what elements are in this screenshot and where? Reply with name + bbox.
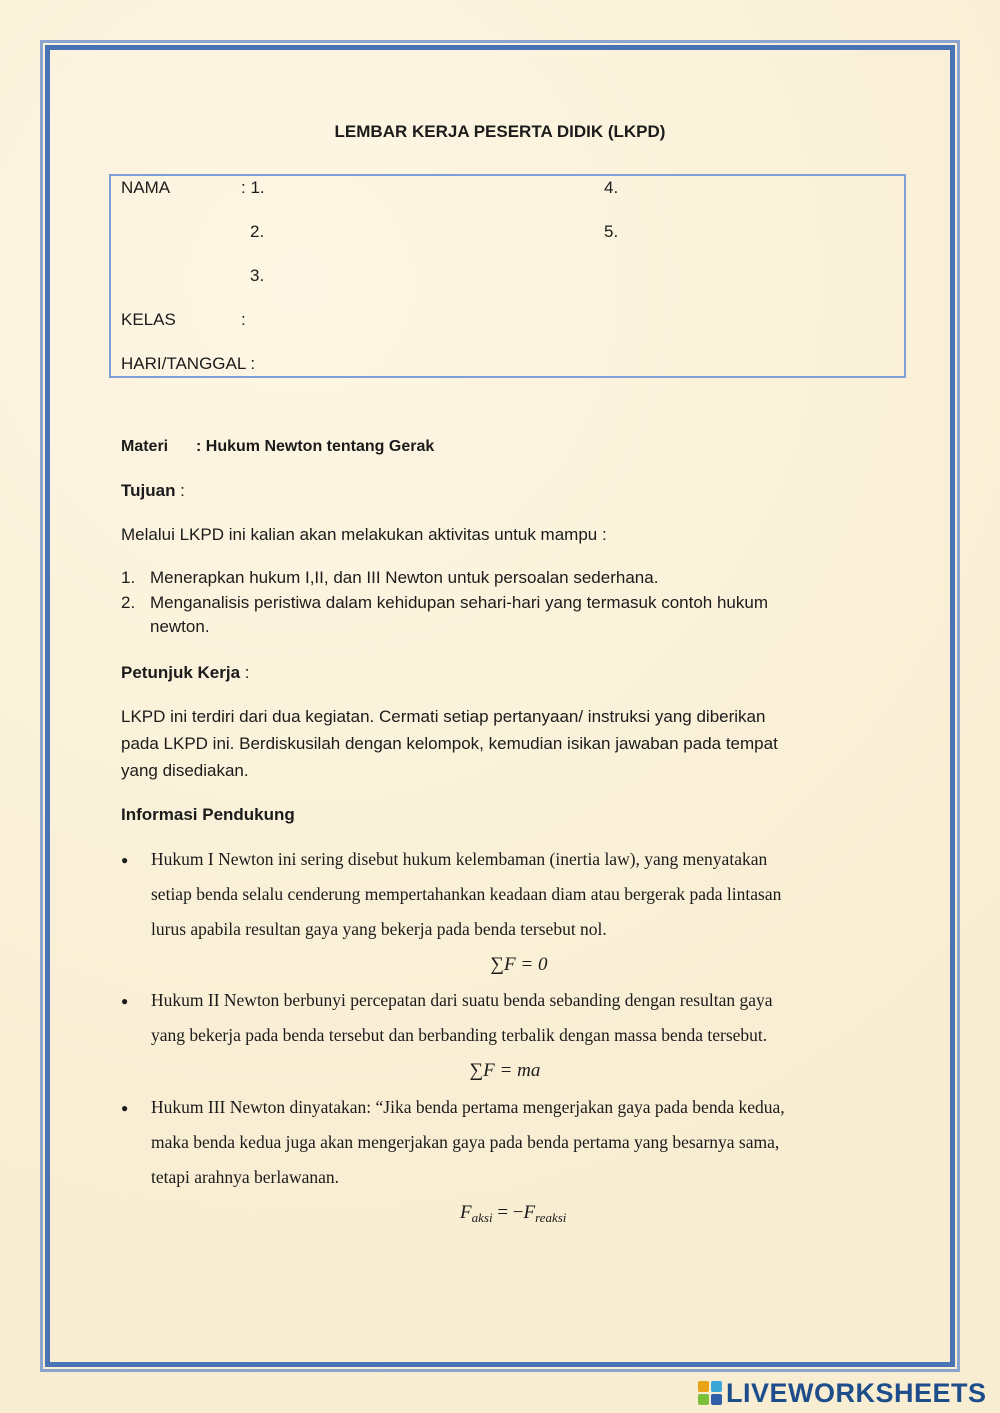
petunjuk-colon: : [240,663,250,682]
equation-newton-2: ∑F = ma [469,1060,541,1081]
name-number-3: 3. [250,266,265,285]
name-number-4: 4. [604,178,619,197]
name-number-2: 2. [250,222,265,241]
equation-newton-1: ∑F = 0 [490,954,548,975]
page-title: LEMBAR KERJA PESERTA DIDIK (LKPD) [334,122,666,141]
tujuan-label: Tujuan [121,481,176,500]
kelas-colon: : [241,310,246,329]
hari-tanggal-label: HARI/TANGGAL : [121,354,256,373]
tujuan-item-1-text: Menerapkan hukum I,II, dan III Newton untuk persoalan sederhana. [150,568,659,587]
bullet-3-line-2: maka benda kedua juga akan mengerjakan gaya pada benda pertama yang besarnya sama, [151,1132,780,1152]
bullet-2-dot: ● [121,994,129,1008]
liveworksheets-logo-icon [698,1381,722,1405]
informasi-heading: Informasi Pendukung [121,805,295,824]
petunjuk-line-2: pada LKPD ini. Berdiskusilah dengan kelompok, kemudian isikan jawaban pada tempat [121,734,778,753]
nama-label: NAMA [121,178,171,197]
tujuan-item-2-text-line1: Menganalisis peristiwa dalam kehidupan sehari-hari yang termasuk contoh hukum [150,593,768,612]
bullet-3-line-1: Hukum III Newton dinyatakan: “Jika benda pertama mengerjakan gaya pada benda kedua, [151,1097,785,1117]
tujuan-item-2-text-line2: newton. [150,617,210,636]
bullet-1-line-2: setiap benda selalu cenderung mempertahankan keadaan diam atau bergerak pada lintasan [151,884,782,904]
tujuan-item-2-number: 2. [121,593,136,612]
materi-value: : Hukum Newton tentang Gerak [196,438,435,455]
logo-square-1 [698,1381,709,1392]
tujuan-item-1-number: 1. [121,568,136,587]
petunjuk-line-3: yang disediakan. [121,761,249,780]
logo-square-4 [711,1394,722,1405]
bullet-3-line-3: tetapi arahnya berlawanan. [151,1167,340,1187]
identity-box [109,174,906,378]
petunjuk-heading [121,663,250,683]
kelas-label: KELAS [121,310,176,329]
petunjuk-line-1: LKPD ini terdiri dari dua kegiatan. Cermati setiap pertanyaan/ instruksi yang diberikan [121,707,766,726]
equation-newton-3 [460,1202,566,1226]
equation-3-force-action: F [460,1202,472,1223]
nama-colon-1: : 1. [241,178,265,197]
bullet-1-line-3: lurus apabila resultan gaya yang bekerja pada benda tersebut nol. [151,919,607,939]
liveworksheets-logo-text: LIVEWORKSHEETS [726,1377,987,1408]
equation-3-sub-aksi: aksi [471,1210,493,1225]
tujuan-intro: Melalui LKPD ini kalian akan melakukan aktivitas untuk mampu : [121,525,607,544]
bullet-2-line-1: Hukum II Newton berbunyi percepatan dari suatu benda sebanding dengan resultan gaya [151,990,773,1010]
bullet-1-dot: ● [121,853,129,867]
tujuan-colon: : [175,481,185,500]
equation-3-equals-minus: = − [492,1202,524,1223]
tujuan-heading [121,481,185,501]
equation-3-force-reaction: F [523,1202,536,1223]
petunjuk-label: Petunjuk Kerja [121,663,241,682]
bullet-1-line-1: Hukum I Newton ini sering disebut hukum kelembaman (inertia law), yang menyatakan [151,849,768,869]
logo-square-3 [698,1394,709,1405]
liveworksheets-logo [698,1378,987,1408]
bullet-3-dot: ● [121,1101,129,1115]
bullet-2-line-2: yang bekerja pada benda tersebut dan berbanding terbalik dengan massa benda tersebut. [151,1025,768,1045]
name-number-5: 5. [604,222,619,241]
materi-label: Materi [121,438,169,455]
equation-3-sub-reaksi: reaksi [535,1210,567,1225]
logo-square-2 [711,1381,722,1392]
